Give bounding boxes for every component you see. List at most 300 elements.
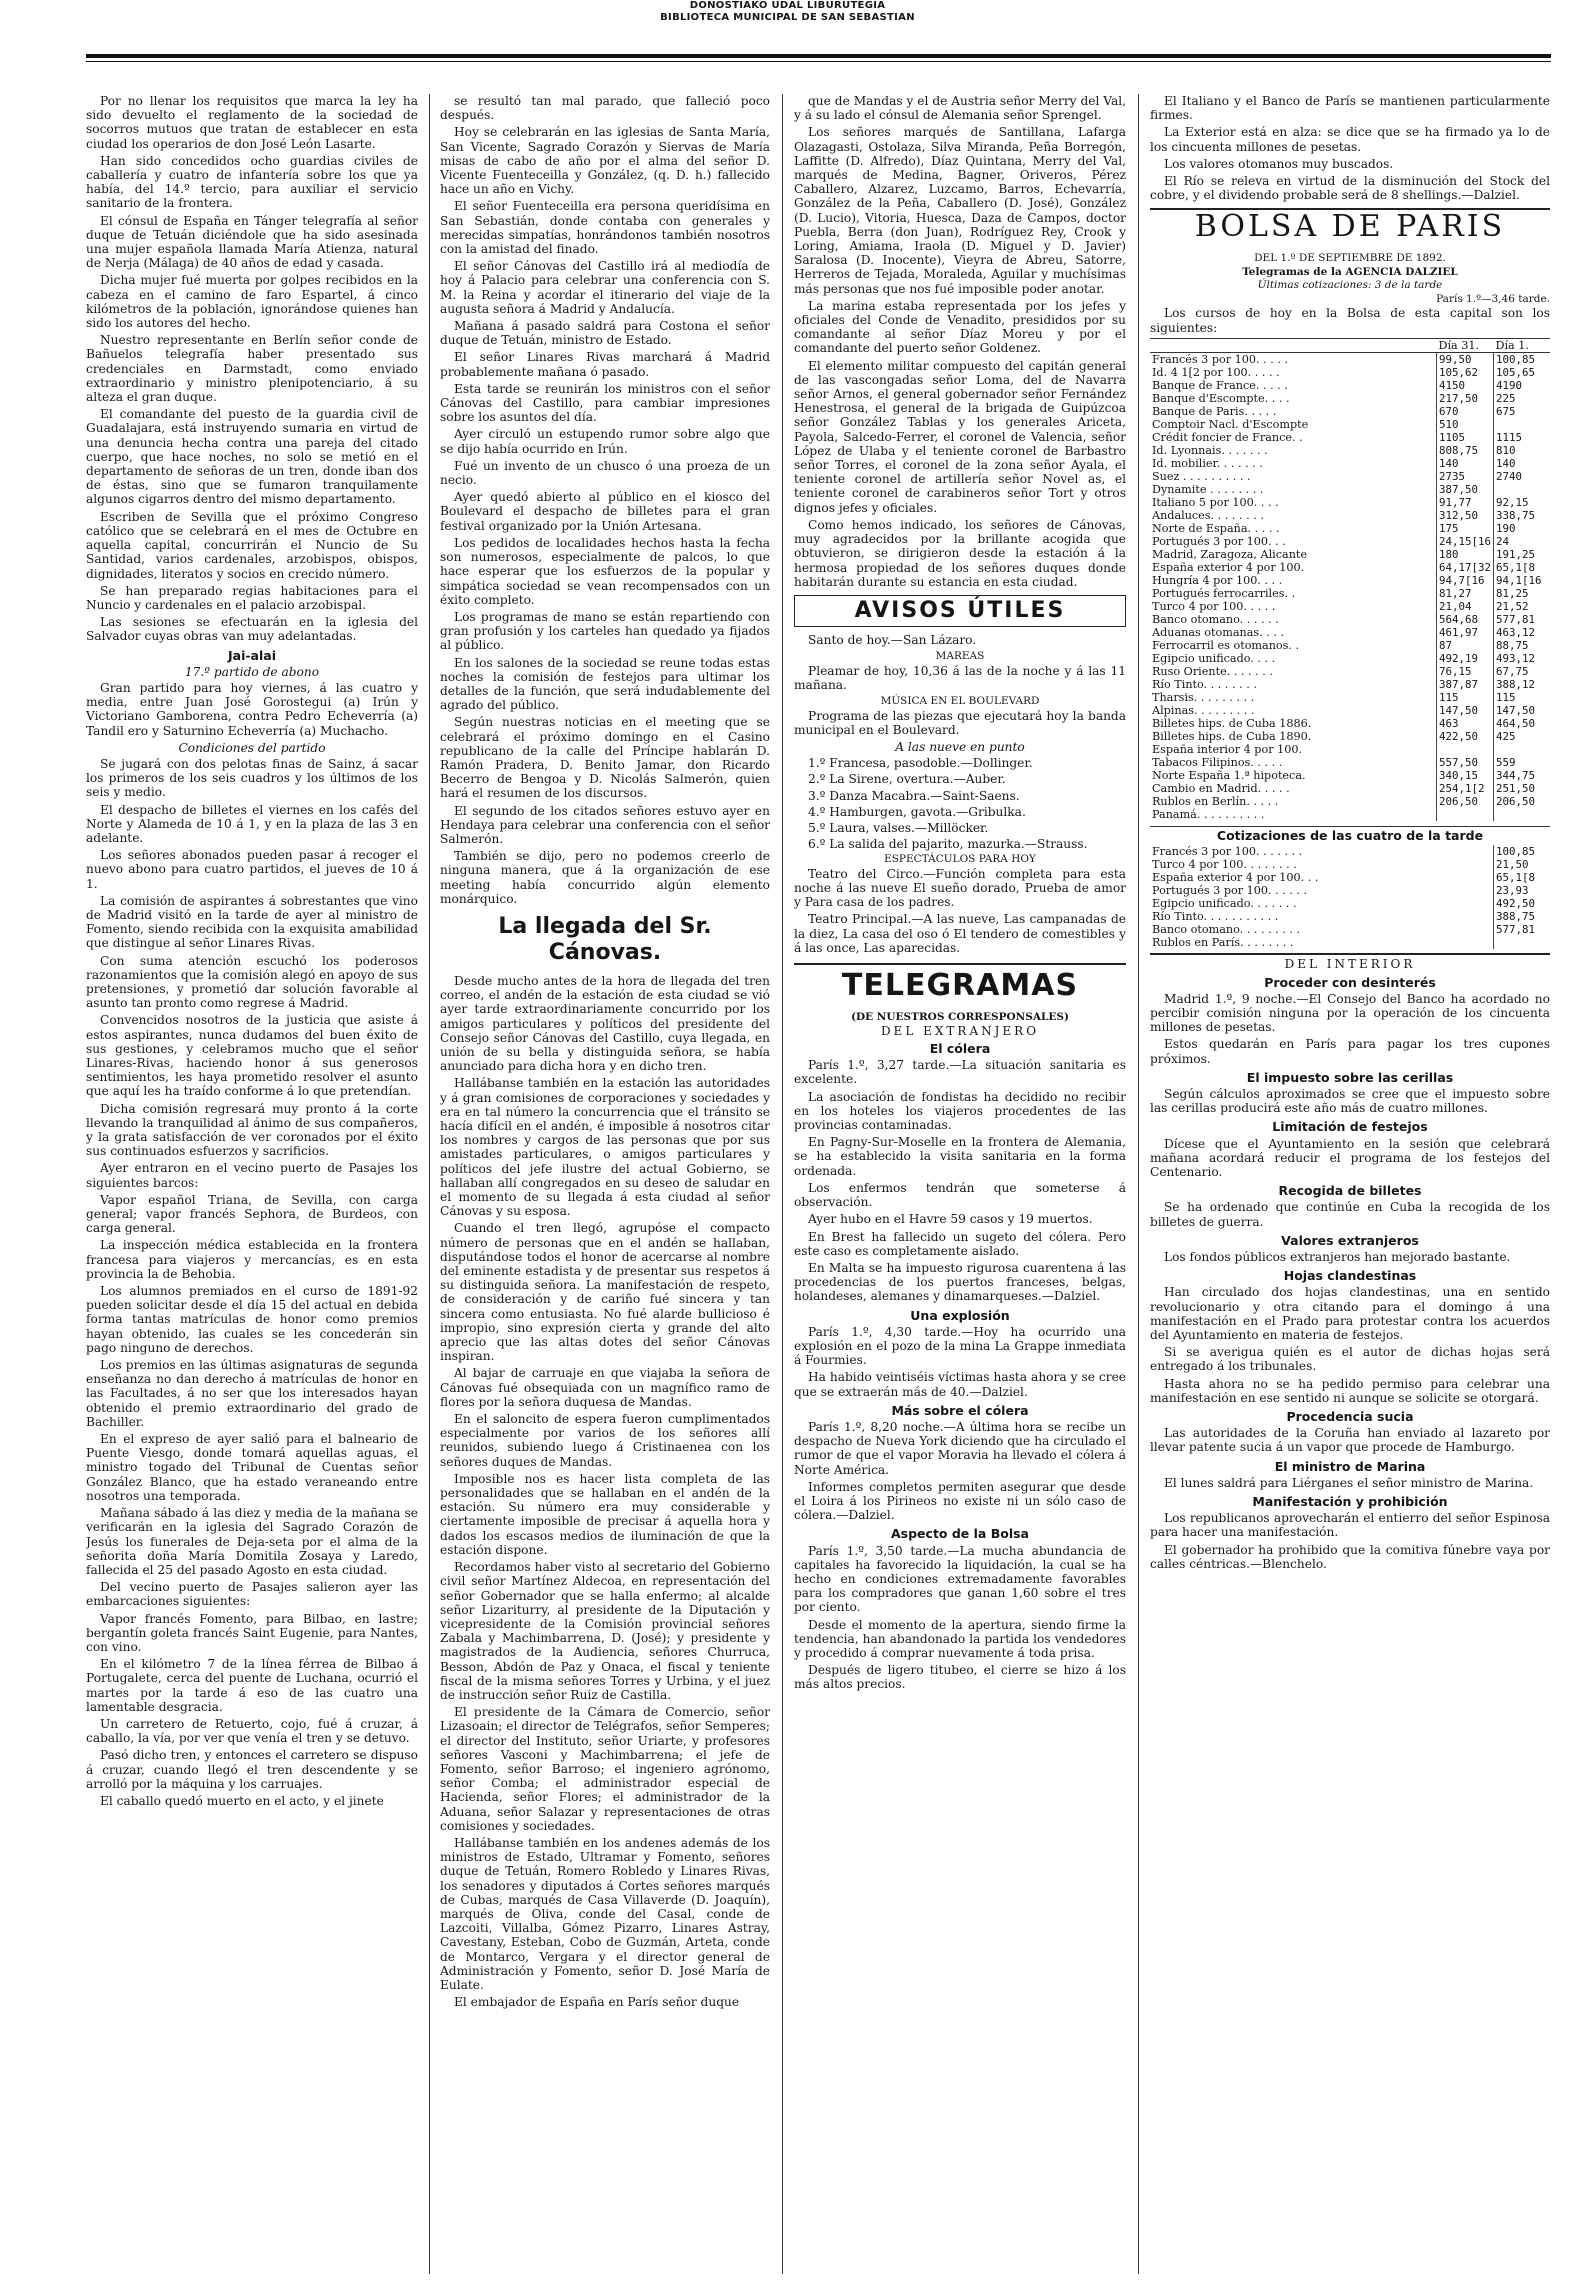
table-row [1150,379,1550,392]
quote-value: 810 [1494,444,1551,457]
quote-value: 206,50 [1436,795,1493,808]
cot-table-body [1150,845,1550,949]
quote-value: 559 [1494,756,1551,769]
telegramas-subtitle: (DE NUESTROS CORRESPONSALES) [851,1011,1069,1024]
table-row [1150,366,1550,379]
paragraph: Mañana á pasado saldrá para Costona el señor duque de Tetuán, ministro de Estado. [440,319,770,348]
paragraph: En el saloncito de espera fueron cumplimentados especialmente por varios de los señores allí reunidos, subiendo luego á Cristinaenea con los señores duques de Mandas. [440,1412,770,1469]
quote-value: 99,50 [1436,352,1493,366]
security-name: Banque de Paris. . . . . [1152,404,1277,418]
paragraph: Hallábanse también en la estación las autoridades y á gran comisiones de corporaciones y sociedades y era en tal número la concurrencia que el tránsito se hacía difícil en el andén, é imposible á nosotros citar los nombres y cargos de las personas que por sus amistades particulares, o amigos particulares y políticos del jefe ilustre del actual Gobierno, se hallaban allí congregados en su deseo de saludar en el momento de su llegada á esta ciudad al señor Cánovas y su esposa. [440,1076,770,1219]
paragraph: Esta tarde se reunirán los ministros con el señor Cánovas del Castillo, para cambiar impresiones sobre los asuntos del día. [440,381,770,425]
paragraph: Hallábanse también en los andenes además de los ministros de Estado, Ultramar y Fomento, señores duque de Tetuán, Romero Robledo y Linares Rivas, los senadores y diputados á Cortes señores marqués de Cubas, marqués de Casa Villaverde (D. Joaquín), marqués de Oliva, conde del Casal, conde de Lazcoiti, Villalba, Gómez Pizarro, Linares Astray, Cavestany, Esteban, Cobo de Guzmán, Arteta, conde de Montarco, Vergara y el director general de Administración y Fomento, señor D. José María de Eulate. [440,1835,770,1992]
security-name: Banco otomano. . . . . . . . . [1152,923,1301,937]
table-row [1150,418,1550,431]
security-name: Panamá. . . . . . . . . . [1152,807,1265,821]
quote-value: 24,15[16 [1436,535,1493,548]
paragraph: Gran partido para hoy viernes, á las cuatro y media, entre Juan José Gorostegui (a) Irún y Victoriano Gamborena, contra Pedro Echeverría (a) Tandil ero y Saturnino Echeverría (a) Muchacho. [86,680,418,738]
security-name: Ruso Oriente. . . . . . . [1152,664,1273,678]
table-row [1150,392,1550,405]
paragraph: Las sesiones se efectuarán en la iglesia del Salvador cuyas obras van muy adelantadas. [86,615,418,644]
quote-value [1494,483,1551,496]
subheading: Valores extranjeros [1281,1232,1419,1248]
quote-value: 461,97 [1436,626,1493,639]
paragraph: Según nuestras noticias en el meeting que se celebrará el próximo domingo en el Casino republicano de la calle del Príncipe hablarán D. Ramón Pradera, D. Benito Jamar, don Ricardo Becerro de Bengoa y D. Nicolás Salmerón, quien hará el resumen de los discursos. [440,715,770,801]
column-1 [86,94,418,2274]
quote-value: 81,27 [1436,587,1493,600]
paragraph: Teatro Principal.—A las nueve, Las campanadas de la diez, La casa del oso ó El tendero de comestibles y á las once, Las aparecidas. [794,912,1126,955]
subheading: Proceder con desinterés [1264,974,1436,990]
paragraph: El segundo de los citados señores estuvo ayer en Hendaya para celebrar una conferencia con el señor Salmerón. [440,803,770,846]
table-row [1150,431,1550,444]
paragraph: Dicha comisión regresará muy pronto á la corte llevando la tranquilidad al ánimo de sus compañeros, y la grata satisfacción de ver coronados por el éxito sus continuados esfuerzos y sacrificios. [86,1101,418,1159]
quote-value: 492,50 [1494,897,1551,910]
program-item: 1.º Francesa, pasodoble.—Dollinger. [808,756,1033,771]
quote-value: 147,50 [1436,704,1493,717]
paragraph: El Río se releva en virtud de la disminución del Stock del cobre, y el dividendo probable será de 8 shellings.—Dalziel. [1150,174,1550,203]
table-row [1150,923,1550,936]
quote-value: 463 [1436,717,1493,730]
quote-value: 1105 [1436,431,1493,444]
quote-value: 23,93 [1494,884,1551,897]
paragraph: El elemento militar compuesto del capitán general de las vascongadas señor Loma, del de Navarra señor Arnos, el general gobernador señor Fernández Henestrosa, el general de la brigada de Guipúzcoa señor González Tablas y los generales Ariceta, Payola, Salcedo-Ferrer, el coronel de Valencia, señor López de Ulaba y el teniente coronel de Barbastro señor Torres, el coronel de la zona señor Ayala, el teniente coronel de artillería señor Novel as, el teniente coronel de carabineros señor Tort y otros dignos jefes y oficiales. [794,358,1126,515]
table-row [1150,769,1550,782]
security-name: Francés 3 por 100. . . . . [1152,352,1289,366]
musica-subtitle: A las nueve en punto [895,739,1025,754]
column-divider [1138,94,1139,2274]
paragraph: Han sido concedidos ocho guardias civiles de caballería y cuatro de infantería sobre los que ya había, del 14.º tercio, para auxiliar el servicio sanitario de la frontera. [86,153,418,211]
table-row [1150,470,1550,483]
table-row [1150,897,1550,910]
bolsa-telegram-source: Telegramas de la AGENCIA DALZIEL [1242,265,1458,278]
quote-value: 387,87 [1436,678,1493,691]
security-name: Comptoir Nacl. d'Escompte [1152,417,1309,431]
security-name: Dynamite . . . . . . . . [1152,482,1264,496]
table-row [1150,871,1550,884]
security-name: Andaluces. . . . . . . . [1152,508,1264,522]
quote-value: 91,77 [1436,496,1493,509]
quote-value: 21,04 [1436,600,1493,613]
paragraph: Con suma atención escuchó los poderosos razonamientos que la comisión alegó en apoyo de sus pretensiones, y prometió dar solución favorable al asunto tan pronto como regrese á Madrid. [86,953,418,1011]
security-name: Francés 3 por 100. . . . . . . [1152,845,1303,859]
column-4 [1150,94,1550,2274]
paragraph: El señor Linares Rivas marchará á Madrid probablemente mañana ó pasado. [440,350,770,379]
quote-value: 1115 [1494,431,1551,444]
paragraph: Los fondos públicos extranjeros han mejorado bastante. [1164,1249,1511,1264]
quote-value: 100,85 [1494,352,1551,366]
table-row [1150,910,1550,923]
paragraph: Las autoridades de la Coruña han enviado al lazareto por llevar patente sucia á un vapor que procede de Hamburgo. [1150,1426,1550,1455]
bolsa-date: DEL 1.º DE SEPTIEMBRE DE 1892. [1254,252,1446,265]
security-name: Madrid, Zaragoza, Alicante [1152,547,1308,561]
quote-value: 808,75 [1436,444,1493,457]
paragraph: Los alumnos premiados en el curso de 1891-92 pueden solicitar desde el día 15 del actual en debida forma tantas matrículas de honor como premios hayan obtenido, las cuales se les concederán sin pago ninguno de derechos. [86,1284,418,1355]
table-row [1150,884,1550,897]
table-row [1150,665,1550,678]
quote-value: 577,81 [1494,613,1551,626]
security-name: Rublos en París. . . . . . . . [1152,936,1294,950]
library-name-basque: DONOSTIAKO UDAL LIBURUTEGIA [689,0,886,11]
paragraph: París 1.º, 4,30 tarde.—Hoy ha ocurrido una explosión en el pozo de la mina La Grappe inmediata á Fourmies. [794,1324,1126,1368]
table-row [1150,795,1550,808]
subheading: Recogida de billetes [1278,1183,1422,1199]
paragraph: París 1.º, 8,20 noche.—A última hora se recibe un despacho de Nueva York diciendo que ha circulado el rumor de que el vapor Moravia ha llevado el cólera á Norte América. [794,1419,1126,1477]
table-row [1150,639,1550,652]
quote-value: 64,17[32 [1436,561,1493,574]
paragraph: El señor Cánovas del Castillo irá al mediodía de hoy á Palacio para celebrar una conferencia con S. M. la Reina y acordar el itinerario del viaje de la augusta señora á Madrid y Andalucía. [440,259,770,316]
paragraph: Hasta ahora no se ha pedido permiso para celebrar una manifestación en ese sentido ni aunque se solicite se otorgará. [1150,1376,1550,1405]
quote-value: 92,15 [1494,496,1551,509]
quote-value: 510 [1436,418,1493,431]
paragraph: Teatro del Circo.—Función completa para esta noche á las nueve El sueño dorado, Prueba de amor y Para casa de los padres. [794,866,1126,910]
subheading: El impuesto sobre las cerillas [1246,1069,1454,1085]
quote-value: 577,81 [1494,923,1551,936]
paragraph: El cónsul de España en Tánger telegrafía al señor duque de Tetuán diciéndole que ha sido asesinada una mujer española llamada María Atienza, natural de Nerja (Málaga) de 40 años de edad y casada. [86,213,418,271]
table-row [1150,730,1550,743]
subheading: El ministro de Marina [1274,1458,1426,1474]
paragraph: Ayer entraron en el vecino puerto de Pasajes los siguientes barcos: [86,1161,418,1190]
table-row [1150,678,1550,691]
table-row [1150,561,1550,574]
subheading-cotizaciones: Cotizaciones de las cuatro de la tarde [1150,826,1550,843]
paragraph: En Brest ha fallecido un sugeto del cólera. Pero este caso es completamente aislado. [794,1229,1126,1258]
table-row [1150,717,1550,730]
quote-value: 338,75 [1494,509,1551,522]
table-row [1150,587,1550,600]
paragraph: Si se averigua quién es el autor de dichas hojas será entregado á los tribunales. [1150,1345,1550,1374]
paragraph: Dícese que el Ayuntamiento en la sesión que celebrará mañana acordará reducir el programa de los festejos del Centenario. [1150,1136,1550,1179]
quote-value: 65,1[8 [1494,561,1551,574]
paragraph: La comisión de aspirantes á sobrestantes que vino de Madrid visitó en la tarde de ayer al ministro de Fomento, siendo recibida con la exquisita amabilidad que distingue al señor Linares Rivas. [86,893,418,951]
paragraph: Cuando el tren llegó, agrupóse el compacto número de personas que en el andén se hallaban, disputándose todos el honor de acercarse al nombre del eminente estadista y de presentar sus respetos á su distinguida señora. La manifestación de respeto, de consideración y de cariño fué sincera y tan sincera como entusiasta. No fué alarde bullicioso é impropio, sino expresión cierta y grande del alto aprecio que las altas dotes del señor Cánovas inspiran. [440,1221,770,1364]
cot-table [1150,845,1550,949]
headline-llegada-canovas: La llegada del Sr. Cánovas. [498,913,712,965]
section-heading-jai-alai: Jai-alai [228,647,276,663]
quote-value: 675 [1494,405,1551,418]
paragraph: En Pagny-Sur-Moselle en la frontera de Alemania, se ha establecido la visita sanitaria en la forma ordenada. [794,1135,1126,1178]
quote-value: 175 [1436,522,1493,535]
paragraph: Los cursos de hoy en la Bolsa de esta capital son los siguientes: [1150,306,1550,335]
subheading: Manifestación y prohibición [1252,1494,1448,1510]
quote-value: 464,50 [1494,717,1551,730]
paragraph: La asociación de fondistas ha decidido no recibir en los hoteles los viajeros procedentes de las provincias contaminadas. [794,1089,1126,1133]
table-row [1150,483,1550,496]
quote-value: 88,75 [1494,639,1551,652]
security-name: Billetes hips. de Cuba 1890. [1152,729,1312,743]
exchange-table [1150,338,1550,821]
paragraph: El señor Fuenteceilla era persona queridísima en San Sebastián, donde contaba con generales y merecidas simpatías, honrándonos también nosotros con la amistad del finado. [440,199,770,257]
paragraph: Ayer hubo en el Havre 59 casos y 19 muertos. [808,1212,1093,1227]
table-row [1150,756,1550,769]
paragraph: Según cálculos aproximados se cree que el impuesto sobre las cerillas producirá este año más de cuatro millones. [1150,1086,1550,1116]
quote-value: 463,12 [1494,626,1551,639]
security-name: Río Tinto. . . . . . . . . . . [1152,910,1279,924]
security-name: Portugués 3 por 100. . . [1152,534,1286,548]
column-header: Día 1. [1494,338,1551,352]
subheading: Procedencia sucia [1286,1409,1414,1425]
security-name: España exterior 4 por 100. . . [1152,871,1319,885]
quote-value: 2740 [1494,470,1551,483]
quote-value [1494,743,1551,756]
security-name: Id. mobilier. . . . . . . [1152,456,1263,470]
paragraph: Hoy se celebrarán en las iglesias de Santa María, San Vicente, Sagrado Corazón y Siervas de María misas de cabo de año por el alma del señor D. Vicente Fuenteceilla y González, (q. D. h.) fallecido hace un año en Vichy. [440,125,770,197]
table-row [1150,600,1550,613]
table-row [1150,352,1550,366]
table-row [1150,808,1550,821]
column-2 [440,94,770,2274]
paragraph: Pasó dicho tren, y entonces el carretero se dispuso á cruzar, cuando llegó el tren descendente y se arrolló por la máquina y los carruajes. [86,1748,418,1791]
quote-value: 81,25 [1494,587,1551,600]
paragraph: El lunes saldrá para Liérganes el señor ministro de Marina. [1164,1475,1534,1490]
mareas-heading: MAREAS [935,650,985,663]
quote-value: 312,50 [1436,509,1493,522]
table-row [1150,509,1550,522]
subheading: Limitación de festejos [1272,1119,1428,1135]
paragraph: Mañana sábado á las diez y media de la mañana se verificarán en la iglesia del Sagrado Corazón de Jesús los funerales de Deja-seta por el alma de la señorita doña María Domitila Zosaya y Laredo, fallecida el 25 del pasado Agosto en esta ciudad. [86,1506,418,1577]
quote-value: 4150 [1436,379,1493,392]
quote-value: 217,50 [1436,392,1493,405]
santo-de-hoy: Santo de hoy.—San Lázaro. [808,632,977,647]
table-row [1150,936,1550,949]
table-row [1150,743,1550,756]
section-avisos-utiles: AVISOS ÚTILES [794,595,1126,627]
paragraph: El embajador de España en París señor duque [454,1995,740,2010]
quote-value: 190 [1494,522,1551,535]
paragraph: Estos quedarán en París para pagar los tres cupones próximos. [1150,1037,1550,1066]
paragraph: París 1.º, 3,27 tarde.—La situación sanitaria es excelente. [794,1058,1126,1087]
paragraph: Vapor español Triana, de Sevilla, con carga general; vapor francés Sephora, de Burdeos, con carga general. [86,1192,418,1236]
paragraph: Los valores otomanos muy buscados. [1164,156,1394,171]
bolsa-last-quotes: Últimas cotizaciones: 3 de la tarde [1257,279,1443,292]
quote-value: 115 [1436,691,1493,704]
program-item: 6.º La salida del pajarito, mazurka.—Strauss. [808,837,1088,852]
musica-heading: MÚSICA EN EL BOULEVARD [880,695,1040,708]
security-name: Norte España 1.ª hipoteca. [1152,768,1306,782]
security-name: Tabacos Filipinos. . . . . [1152,755,1283,769]
paragraph: La Exterior está en alza: se dice que se ha firmado ya lo de los cincuenta millones de pesetas. [1150,125,1550,154]
quote-value: 206,50 [1494,795,1551,808]
security-name: Rublos en Berlín. . . . . [1152,794,1279,808]
quote-value: 4190 [1494,379,1551,392]
quote-value: 388,12 [1494,678,1551,691]
subheading: Hojas clandestinas [1283,1268,1417,1284]
table-row [1150,704,1550,717]
bolsa-de-paris-title: BOLSA DE PARIS [1150,208,1550,244]
quote-value [1494,936,1551,949]
security-name: Suez . . . . . . . . . . [1152,469,1251,483]
paragraph: Ayer circuló un estupendo rumor sobre algo que se dijo había ocurrido en Irún. [440,427,770,456]
paragraph: La inspección médica establecida en la frontera francesa para viajeros y mercancías, es en esta provincia la de Behobia. [86,1238,418,1281]
quote-value: 254,1[2 [1436,782,1493,795]
paragraph: Desde el momento de la apertura, siendo firme la tendencia, han abandonado la partida los vendedores y procedido á comprar nuevamente á toda prisa. [794,1617,1126,1660]
paragraph: París 1.º, 3,50 tarde.—La mucha abundancia de capitales ha favorecido la liquidación, la cual se ha hecho en condiciones extremadamente favorables para los compradores que ganan 1,60 sobre el tres por ciento. [794,1543,1126,1615]
quote-value: 67,75 [1494,665,1551,678]
security-name: Banque de France. . . . . [1152,378,1288,392]
quote-value: 492,19 [1436,652,1493,665]
column-divider [782,94,783,2274]
paragraph: En los salones de la sociedad se reune todas estas noches la comisión de festejos para ultimar los detalles de la función, que será indudablemente del agrado del público. [440,655,770,713]
security-name: Cambio en Madrid. . . . . [1152,781,1290,795]
paragraph: El comandante del puesto de la guardia civil de Guadalajara, está instruyendo sumaria en virtud de una denuncia hecha contra una pareja del citado cuerpo, que hace noches, no solo se metió en el departamento de señoras de un tren, donde iban dos de éstas, sino que se fumaron tranquilamente algunos cigarros dentro del mismo departamento. [86,407,418,507]
subheading-bolsa: Aspecto de la Bolsa [891,1526,1029,1542]
paragraph: Del vecino puerto de Pasajes salieron ayer las embarcaciones siguientes: [86,1580,418,1609]
paragraph: El gobernador ha prohibido que la comitiva fúnebre vaya por calles céntricas.—Blenchelo. [1150,1542,1550,1571]
top-rule-thick [86,54,1551,58]
table-row [1150,574,1550,587]
paragraph: Al bajar de carruaje en que viajaba la señora de Cánovas fué obsequiada con un magnífico ramo de flores por la señora duquesa de Mandas. [440,1366,770,1409]
quote-value [1494,418,1551,431]
security-name: Alpinas. . . . . . . . . [1152,703,1255,717]
security-name: Id. 4 1[2 por 100. . . . . [1152,365,1280,379]
quote-value: 387,50 [1436,483,1493,496]
quote-value: 105,65 [1494,366,1551,379]
security-name: España exterior 4 por 100. [1152,560,1305,574]
security-name: Banque d'Escompte. . . . [1152,391,1290,405]
quote-value: 140 [1494,457,1551,470]
program-item: 5.º Laura, valses.—Millöcker. [808,820,989,835]
subheading-mas-colera: Más sobre el cólera [891,1402,1029,1418]
table-row [1150,457,1550,470]
paragraph: Convencidos nosotros de la justicia que asiste á estos aspirantes, nunca dudamos del buen éxito de sus gestiones, y celebramos mucho que el señor Linares-Rivas, haciendo honor á sus generosos sentimientos, les haya prometido resolver el asunto que aquí les ha traído conforme á lo que pretendían. [86,1013,418,1099]
security-name: Hungría 4 por 100. . . . [1152,573,1283,587]
paragraph: Se han preparado regias habitaciones para el Nuncio y cardenales en el palacio arzobispal. [86,583,418,612]
quote-value: 2735 [1436,470,1493,483]
quote-value: 94,1[16 [1494,574,1551,587]
quote-value [1436,743,1493,756]
column-divider [429,94,430,2274]
quote-value: 21,52 [1494,600,1551,613]
paragraph: Los señores marqués de Santillana, Lafarga Olazagasti, Ostolaza, Silva Miranda, Peña Borregón, Laffitte (D. Alfredo), Díaz Quintana, Merry del Val, marqués de Medina, Bagner, Oriveros, Pérez Caballero, Alzarez, Luzcamo, Barros, Echevarría, González de la Peña, Caballero (D. José), González (D. Lucio), Vitoria, Huesca, Daza de Campos, doctor Puebla, Berra (don Juan), Rodríguez Rey, Crook y Loring, Amiama, Iraola (D. Miguel y D. Javier) Saralosa (D. Inocente), Vieyra de Abreu, Satorre, Herreros de Tejada, Moraleda, Aguilar y muchísimas más personas que nos fué imposible poder anotar. [794,125,1126,296]
quote-value: 340,15 [1436,769,1493,782]
quote-value: 225 [1494,392,1551,405]
quote-value: 87 [1436,639,1493,652]
paragraph: Madrid 1.º, 9 noche.—El Consejo del Banco ha acordado no percibir comisión ninguna por la operación de los cincuenta millones de pesetas. [1150,991,1550,1035]
paragraph: Los premios en las últimas asignaturas de segunda enseñanza no dan derecho á matrículas de honor en las Facultades, á no ser que los interesados hayan obtenido el premio extraordinario del grado de Bachiller. [86,1358,418,1429]
security-name: Portugués ferrocarriles. . [1152,586,1296,600]
table-row [1150,535,1550,548]
paragraph: Se jugará con dos pelotas finas de Sainz, á sacar los primeros de los seis cuadros y los últimos de los seis y medio. [86,756,418,800]
paragraph: Por no llenar los requisitos que marca la ley ha sido devuelto el reglamento de la sociedad de socorros mutuos que tratan de establecer en esta ciudad los operarios de don José León Lasarte. [86,94,418,151]
security-name: Italiano 5 por 100. . . . [1152,495,1279,509]
paragraph: Recordamos haber visto al secretario del Gobierno civil señor Martínez Aldecoa, en representación del señor Gobernador que se halla enfermo; al alcalde señor Lizariturry, al presidente de la Diputación y vicepresidente de la Comisión provincial señores Zabala y Machimbarrena, D. (José); y presidente y magistrados de la Audiencia, señores Churruca, Besson, Abdón de Paz y Onaca, el fiscal y teniente fiscal de la misma señores Torres y Urbina, y el juez de instrucción señor Ruiz de Castilla. [440,1560,770,1702]
quote-value: 21,50 [1494,858,1551,871]
paragraph: Un carretero de Retuerto, cojo, fué á cruzar, á caballo, la vía, por ver que venía el tren y se detuvo. [86,1716,418,1746]
paragraph: Los enfermos tendrán que someterse á observación. [794,1180,1126,1210]
security-name: Banco otomano. . . . . . [1152,612,1279,626]
quote-value: 422,50 [1436,730,1493,743]
conditions-subtitle: Condiciones del partido [178,740,326,755]
table-row [1150,613,1550,626]
quote-value: 65,1[8 [1494,871,1551,884]
del-extranjero-heading: DEL EXTRANJERO [880,1023,1040,1038]
jai-alai-subtitle: 17.º partido de abono [184,664,320,679]
security-name: Norte de España. . . . . [1152,521,1280,535]
paragraph: En Malta se ha impuesto rigurosa cuarentena á las procedencias de los puertos franceses, belgas, holandeses, alemanes y dinamarqueses.—Dalziel. [794,1260,1126,1304]
paragraph: Pleamar de hoy, 10,36 á las de la noche y á las 11 mañana. [794,663,1126,692]
paragraph: El despacho de billetes el viernes en los cafés del Norte y Alameda de 10 á 1, y en la plaza de las 3 en adelante. [86,802,418,845]
quote-value: 557,50 [1436,756,1493,769]
paragraph: El presidente de la Cámara de Comercio, señor Lizasoain; el director de Telégrafos, señor Semperes; el director del Instituto, señor Uriarte, y profesores señores Vasconi y Machimbarrena; el jefe de Fomento, señor Barroso; el ingeniero agrónomo, señor Comba; el administrador especial de Hacienda, señor Flores; el administrador de la Aduana, señor Salazar y representaciones de otras comisiones y sociedades. [440,1705,770,1833]
security-name: Ferrocarril es otomanos. . [1152,638,1300,652]
security-name: Id. Lyonnais. . . . . . . [1152,443,1268,457]
quote-value: 191,25 [1494,548,1551,561]
quote-value: 76,15 [1436,665,1493,678]
paragraph: Programa de las piezas que ejecutará hoy la banda municipal en el Boulevard. [794,708,1126,737]
column-header: Día 31. [1436,338,1493,352]
paragraph: Los señores abonados pueden pasar á recoger el nuevo abono para cuatro partidos, el jueves de 10 á 1. [86,848,418,891]
paragraph: El caballo quedó muerto en el acto, y el jinete [100,1793,384,1808]
quote-value: 94,7[16 [1436,574,1493,587]
paragraph: Ayer quedó abierto al público en el kiosco del Boulevard el despacho de billetes para el gran festival organizado por la Unión Artesana. [440,490,770,533]
exchange-table-body [1150,352,1550,821]
paragraph: Los programas de mano se están repartiendo con gran profusión y los carteles han quedado ya fijados al público. [440,609,770,653]
paragraph: También se dijo, pero no podemos creerlo de ninguna manera, que á la organización de ese meeting había concurrido algún elemento monárquico. [440,849,770,906]
top-rule-thin [86,61,1551,62]
subheading-explosion: Una explosión [910,1307,1010,1323]
security-name: Billetes hips. de Cuba 1886. [1152,716,1312,730]
table-row [1150,858,1550,871]
quote-value: 344,75 [1494,769,1551,782]
quote-value: 493,12 [1494,652,1551,665]
paragraph: se resultó tan mal parado, que falleció poco después. [440,94,770,123]
column-3 [794,94,1126,2274]
quote-value: 251,50 [1494,782,1551,795]
quote-value: 140 [1436,457,1493,470]
security-name: Turco 4 por 100. . . . . [1152,599,1276,613]
quote-value: 24 [1494,535,1551,548]
security-name: Río Tinto. . . . . . . . [1152,677,1257,691]
paragraph: Imposible nos es hacer lista completa de las personalidades que se hallaban en el andén de la estación. Su número era muy considerable y ciertamente imposible de precisar á aquella hora y dados los escasos medios de iluminación de que la estación dispone. [440,1471,770,1557]
paragraph: Han circulado dos hojas clandestinas, una en sentido revolucionario y otra citando para el domingo á una manifestación en el Prado para protestar contra los acuerdos del Ayuntamiento en materia de festejos. [1150,1285,1550,1342]
program-item: 3.º Danza Macabra.—Saint-Saens. [808,788,1020,803]
paragraph: Ha habido veintiséis víctimas hasta ahora y se cree que se extraerán más de 40.—Dalziel. [794,1370,1126,1399]
table-row [1150,496,1550,509]
security-name: Portugués 3 por 100. . . . . . [1152,884,1308,898]
table-row [1150,691,1550,704]
quote-value: 670 [1436,405,1493,418]
paragraph: Los republicanos aprovecharán el entierro del señor Espinosa para hacer una manifestación. [1150,1511,1550,1540]
paragraph: Fué un invento de un chusco ó una proeza de un necio. [440,458,770,488]
security-name: España interior 4 por 100. [1152,742,1303,756]
quote-value: 425 [1494,730,1551,743]
paragraph: Informes completos permiten asegurar que desde el Loira á los Pirineos no existe ni un sólo caso de cólera.—Dalziel. [794,1479,1126,1523]
quote-value: 115 [1494,691,1551,704]
quote-value [1494,808,1551,821]
table-row [1150,626,1550,639]
quote-value: 564,68 [1436,613,1493,626]
library-name-spanish: BIBLIOTECA MUNICIPAL DE SAN SEBASTIAN [660,12,915,23]
table-row [1150,782,1550,795]
quote-value: 147,50 [1494,704,1551,717]
bolsa-time: París 1.º—3,46 tarde. [1436,292,1550,305]
program-item: 4.º Hamburgen, gavota.—Gribulka. [808,804,1026,819]
table-row [1150,652,1550,665]
paragraph: Después de ligero titubeo, el cierre se hizo á los más altos precios. [794,1663,1126,1692]
security-name: Tharsis. . . . . . . . . [1152,690,1255,704]
security-name: Crédit foncier de France. . [1152,430,1303,444]
quote-value: 105,62 [1436,366,1493,379]
paragraph: En el expreso de ayer salió para el balneario de Puente Viesgo, donde tomará aquellas aguas, el ministro togado del Tribunal de Cuentas señor González Blanco, que ha estado veraneando entre nosotros una temporada. [86,1432,418,1503]
page-header [0,0,1575,34]
table-row [1150,522,1550,535]
del-interior-heading: DEL INTERIOR [1150,953,1550,971]
paragraph: Nuestro representante en Berlín señor conde de Bañuelos telegrafía haber presentado sus credenciales en Darmstadt, como enviado extraordinario y ministro plenipotenciario, á su alteza el gran duque. [86,333,418,405]
table-row [1150,405,1550,418]
paragraph: La marina estaba representada por los jefes y oficiales del Conde de Venadito, presididos por su comandante al señor Díaz Moreu y por el comandante del puerto señor Goldenez. [794,298,1126,356]
section-telegramas: TELEGRAMAS [794,963,1126,1003]
paragraph: Como hemos indicado, los señores de Cánovas, muy agradecidos por la brillante acogida que obtuvieron, se dirigieron desde la estación á la hermosa propiedad de los señores duques donde habitarán durante su estancia en esta ciudad. [794,517,1126,589]
table-header-row [1150,338,1550,352]
